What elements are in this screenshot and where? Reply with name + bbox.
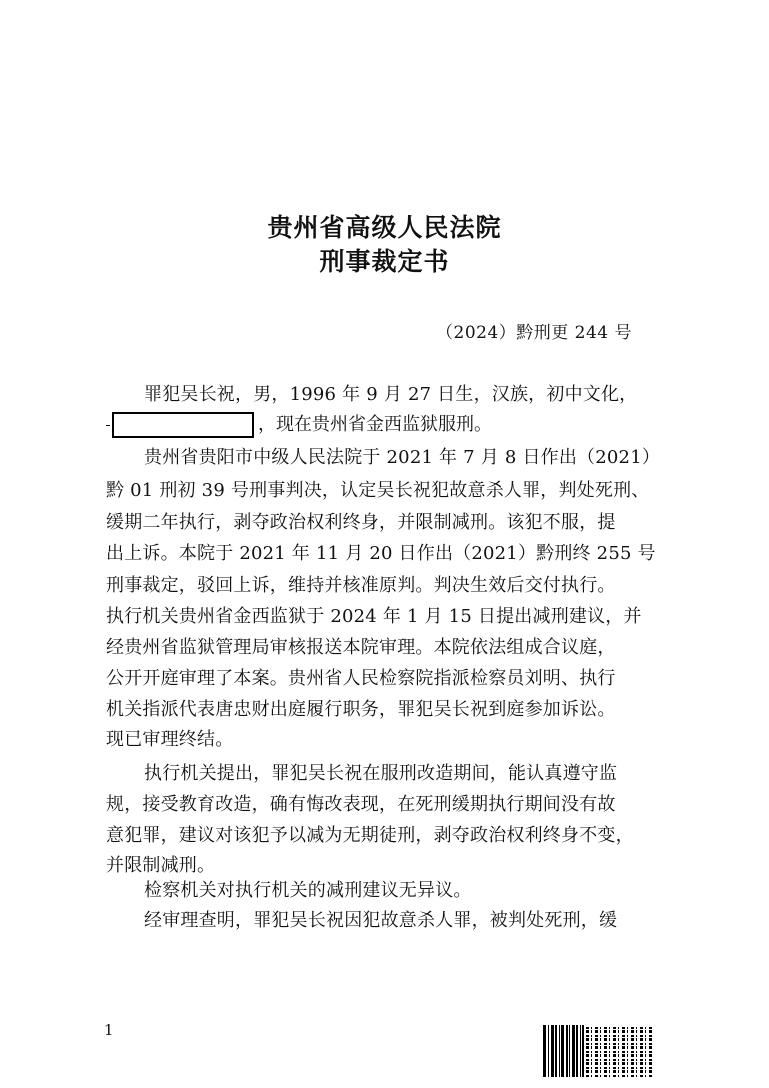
paragraph-line-2: ，现在贵州省金西监狱服刑。 bbox=[258, 414, 492, 435]
qr-code-pattern bbox=[586, 1025, 653, 1077]
redaction-box bbox=[112, 412, 254, 438]
paragraph-line-9: 经贵州省监狱管理局审核报送本院审理。本院依法组成合议庭， bbox=[106, 637, 616, 658]
paragraph-line-16: 并限制减刑。 bbox=[106, 855, 216, 876]
page-number: 1 bbox=[104, 1021, 114, 1039]
paragraph-line-6: 出上诉。本院于 2021 年 11 月 20 日作出（2021）黔刑终 255 号 bbox=[106, 543, 656, 564]
paragraph-line-10: 公开开庭审理了本案。贵州省人民检察院指派检察员刘明、执行 bbox=[106, 668, 616, 689]
barcode-bars bbox=[543, 1025, 584, 1077]
paragraph-line-5: 缓期二年执行，剥夺政治权利终身，并限制减刑。该犯不服，提 bbox=[106, 512, 616, 533]
paragraph-line-11: 机关指派代表唐忠财出庭履行职务，罪犯吴长祝到庭参加诉讼。 bbox=[106, 699, 616, 720]
redaction-mark bbox=[106, 425, 110, 426]
court-name-title: 贵州省高级人民法院 bbox=[267, 213, 502, 242]
barcode-image bbox=[543, 1025, 653, 1077]
paragraph-line-18: 经审理查明，罪犯吴长祝因犯故意杀人罪，被判处死刑，缓 bbox=[144, 910, 618, 931]
paragraph-line-12: 现已审理终结。 bbox=[106, 729, 234, 750]
paragraph-line-15: 意犯罪，建议对该犯予以减为无期徒刑，剥夺政治权利终身不变， bbox=[106, 825, 634, 846]
paragraph-line-1: 罪犯吴长祝，男，1996 年 9 月 27 日生，汉族，初中文化， bbox=[144, 384, 638, 405]
paragraph-line-17: 检察机关对执行机关的减刑建议无异议。 bbox=[144, 880, 472, 901]
paragraph-line-8: 执行机关贵州省金西监狱于 2024 年 1 月 15 日提出减刑建议，并 bbox=[106, 606, 642, 627]
document-type-title: 刑事裁定书 bbox=[319, 247, 450, 276]
paragraph-line-4: 黔 01 刑初 39 号刑事判决，认定吴长祝犯故意杀人罪，判处死刑、 bbox=[106, 480, 650, 501]
paragraph-line-13: 执行机关提出，罪犯吴长祝在服刑改造期间，能认真遵守监 bbox=[144, 763, 618, 784]
paragraph-line-14: 规，接受教育改造，确有悔改表现，在死刑缓期执行期间没有故 bbox=[106, 794, 616, 815]
case-number: （2024）黔刑更 244 号 bbox=[436, 323, 633, 343]
redaction-block bbox=[106, 412, 254, 438]
paragraph-line-7: 刑事裁定，驳回上诉，维持并核准原判。判决生效后交付执行。 bbox=[106, 575, 616, 596]
paragraph-line-3: 贵州省贵阳市中级人民法院于 2021 年 7 月 8 日作出（2021） bbox=[144, 447, 661, 468]
